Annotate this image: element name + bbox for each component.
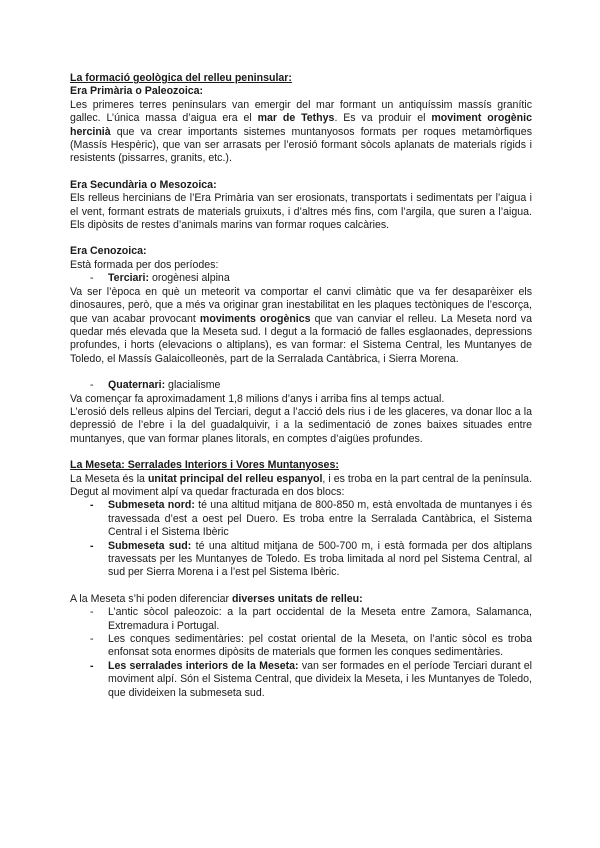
paleozoic-heading: Era Primària o Paleozoica: [70,85,204,98]
mesozoic-heading: Era Secundària o Mesozoica: [70,178,217,191]
submeseta-sud-item: - Submeseta sud: té una altitud mitjana de 500-700 m, i està formada per dos altiplans travessats per les Muntanyes de Toledo. Es troba limitada al nord pel Sistema Central, al sud per Sierra Morena i a l’est pel Sistema Ibèric. [88,540,532,580]
units-item-2: - Les conques sedimentàries: pel costat oriental de la Meseta, on l’antic sòcol es troba enfonsat sota enormes dipòsits de materials que formen les conques sedimentàries. [88,633,532,660]
terciari-paragraph: Va ser l’època en què un meteorit va comportar el canvi climàtic que va fer desaparèixer els dinosaures, però, que a més va originar gran inestabilitat en les plaques tectòniques de l’escorça, que van acabar provocant moviments orogènics que van canviar el relleu. La Meseta nord va quedar més elevada que la Meseta sud. I degut a la formació de falles esglaonades, depressions profundes, i horts (elevacions o altiplans), es van formar: el Sistema Central, les Muntanyes de Toledo, el Massís Galaicolleonès, part de la Serralada Cantàbrica, i Sierra Morena. [70,285,533,365]
quaternari-paragraph-2: L’erosió dels relleus alpins del Terciari, degut a l’acció dels rius i de les glaceres, va donar lloc a la depressió de l’ebre i la del guadalquivir, i a la sedimentació de zones baixes situades entre muntanyes, que van formar planes litorals, en comptes d’aigües profundes. [70,405,532,445]
quaternari-item: - Quaternari: glacialisme [88,379,532,392]
units-item-1: - L’antic sòcol paleozoic: a la part occidental de la Meseta entre Zamora, Salamanca, Extremadura i Portugal. [88,606,532,633]
meseta-paragraph: La Meseta és la unitat principal del relleu espanyol, i es troba en la part central de la península. Degut al moviment alpí va quedar fracturada en dos blocs: [70,472,533,498]
submeseta-nord-item: - Submeseta nord: té una altitud mitjana de 800-850 m, està envoltada de muntanyes i és travessada d’est a oest pel Duero. Es troba entre la Serralada Cantàbrica, el Sistema Central i el Sistema Ibèric [88,499,532,539]
document-title: La formació geològica del relleu peninsular: [70,72,292,84]
document-page [70,72,532,700]
quaternari-paragraph-1: Va començar fa aproximadament 1,8 milions d’anys i arriba fins al temps actual. [70,392,445,405]
cenozoic-heading: Era Cenozoica: [70,245,147,258]
units-paragraph: A la Meseta s’hi poden diferenciar diverses unitats de relleu: [70,592,363,605]
mesozoic-paragraph: Els relleus hercinians de l’Era Primària van ser erosionats, transportats i sedimentats per l’aigua i el vent, formant estrats de materials gruixuts, i d’altres més fins, com l’argila, que suren a l’aigua. Els dipòsits de restes d’animals marins van formar roques calcàries. [70,192,532,232]
paleozoic-paragraph: Les primeres terres peninsulars van emergir del mar formant un antiquíssim massís granític gallec. L’única massa d’aigua era el mar de Tethys. Es va produir el moviment orogènic hercinià que va crear importants sistemes muntanyosos formats per roques metamòrfiques (Massís Hespèric), que van ser arrasats per l’erosió formant sòcols aplanats de materials rígids i resistents (pissarres, granits, etc.). [70,98,532,165]
cenozoic-intro: Està formada per dos períodes: [70,258,219,271]
terciari-item: - Terciari: orogènesi alpina [88,272,532,285]
meseta-heading: La Meseta: Serralades Interiors i Vores Muntanyoses: [70,459,339,472]
units-item-3: - Les serralades interiors de la Meseta: van ser formades en el període Terciari durant el moviment alpí. Són el Sistema Central, que divideix la Meseta, i les Muntanyes de Toledo, que divideixen la submeseta sud. [88,660,532,700]
